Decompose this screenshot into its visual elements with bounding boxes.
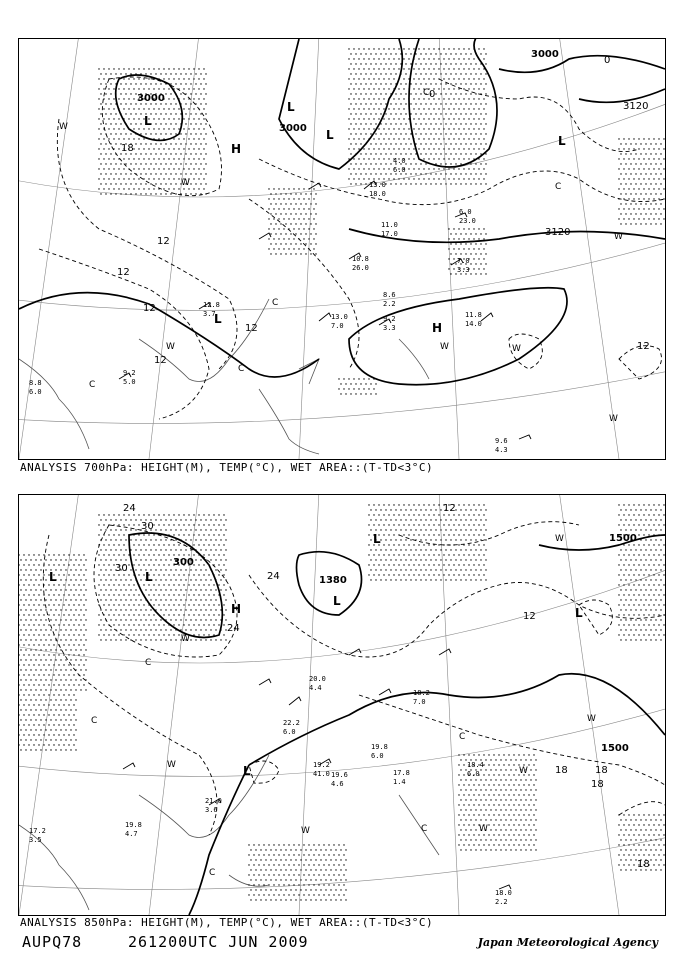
- isotherm-label: 12: [443, 503, 456, 514]
- svg-text:7.0: 7.0: [331, 322, 344, 330]
- contour-label: 1380: [319, 575, 347, 586]
- cold-marker: C: [421, 824, 428, 834]
- graticule: [19, 495, 665, 915]
- svg-text:19.6: 19.6: [331, 771, 348, 779]
- station-plot: [459, 208, 476, 225]
- isotherm-label: 24: [267, 571, 280, 582]
- svg-text:41.0: 41.0: [313, 770, 330, 778]
- contour-labels: [173, 533, 637, 754]
- warm-marker: W: [167, 760, 176, 770]
- contour-label: 3120: [623, 101, 649, 112]
- station-plot: [352, 255, 369, 272]
- svg-text:7.0: 7.0: [413, 698, 426, 706]
- station-plot: [125, 821, 142, 838]
- cold-marker: C: [272, 298, 279, 308]
- low-center: L: [287, 100, 295, 114]
- warm-marker: W: [440, 342, 449, 352]
- warm-marker: W: [181, 634, 190, 644]
- station-plot: [371, 743, 388, 760]
- cold-marker: C: [209, 868, 216, 878]
- station-plot: [29, 379, 42, 396]
- isotherm-label: 18: [121, 143, 134, 154]
- svg-text:3.3: 3.3: [383, 324, 396, 332]
- low-center: L: [49, 570, 57, 584]
- warm-marker: W: [166, 342, 175, 352]
- isotherm-label: 18: [637, 859, 650, 870]
- station-plot: [123, 369, 136, 386]
- isotherm-label: 18: [595, 765, 608, 776]
- warm-marker: W: [609, 414, 618, 424]
- agency-credit: Japan Meteorological Agency: [477, 936, 658, 949]
- low-center: L: [144, 114, 152, 128]
- cold-marker: C: [238, 364, 245, 374]
- contour-label: 1500: [609, 533, 637, 544]
- low-center: L: [558, 134, 566, 148]
- contour-label: 3120: [545, 227, 571, 238]
- svg-text:17.8: 17.8: [393, 769, 410, 777]
- isotherm-label: 30: [115, 563, 128, 574]
- svg-text:9.6: 9.6: [495, 437, 508, 445]
- isotherm-label: 18: [555, 765, 568, 776]
- cold-marker: C: [555, 182, 562, 192]
- station-plot: [413, 689, 430, 706]
- isotherm-labels: [115, 503, 650, 870]
- isotherms: [39, 77, 665, 419]
- contour-labels-plain: [545, 101, 648, 238]
- svg-text:26.0: 26.0: [352, 264, 369, 272]
- warm-marker: W: [301, 826, 310, 836]
- svg-text:6.0: 6.0: [459, 208, 472, 216]
- svg-text:4.0: 4.0: [393, 157, 406, 165]
- svg-text:8.6: 8.6: [383, 291, 396, 299]
- high-center: H: [231, 602, 242, 616]
- svg-text:18.0: 18.0: [495, 889, 512, 897]
- svg-text:19.8: 19.8: [125, 821, 142, 829]
- warm-cold-markers: [59, 88, 623, 424]
- low-center: L: [373, 532, 381, 546]
- station-plot: [331, 771, 348, 788]
- svg-text:23.0: 23.0: [459, 217, 476, 225]
- pressure-centers: [49, 532, 583, 778]
- isotherm-label: 12: [143, 303, 156, 314]
- svg-text:10.8: 10.8: [352, 255, 369, 263]
- svg-text:4.4: 4.4: [309, 684, 322, 692]
- svg-text:21.0: 21.0: [205, 797, 222, 805]
- caption-700hpa: ANALYSIS 700hPa: HEIGHT(M), TEMP(°C), WET AREA::(T-TD<3°C): [20, 461, 434, 474]
- svg-text:11.8: 11.8: [465, 311, 482, 319]
- svg-text:3.6: 3.6: [205, 806, 218, 814]
- svg-text:5.0: 5.0: [123, 378, 136, 386]
- svg-text:6.0: 6.0: [371, 752, 384, 760]
- svg-text:3.3: 3.3: [457, 266, 470, 274]
- low-center: L: [333, 594, 341, 608]
- station-plot: [309, 675, 326, 692]
- cold-marker: C: [459, 732, 466, 742]
- contour-label: 3000: [137, 93, 165, 104]
- warm-marker: W: [519, 766, 528, 776]
- station-observations: [29, 157, 508, 454]
- height-contours: [19, 39, 665, 385]
- isotherm-label: 30: [141, 521, 154, 532]
- svg-text:17.0: 17.0: [381, 230, 398, 238]
- map-panel-850hpa: [18, 494, 666, 916]
- svg-text:4.3: 4.3: [495, 446, 508, 454]
- isotherm-label: 12: [117, 267, 130, 278]
- station-plot: [495, 889, 512, 906]
- low-center: L: [326, 128, 334, 142]
- svg-text:6.0: 6.0: [29, 388, 42, 396]
- station-plot: [465, 311, 482, 328]
- svg-text:6.0: 6.0: [393, 166, 406, 174]
- product-id: AUPQ78: [22, 933, 83, 951]
- coastline: [19, 755, 439, 910]
- svg-text:19.8: 19.8: [371, 743, 388, 751]
- isotherm-label: 0: [429, 89, 436, 100]
- cold-marker: C: [145, 658, 152, 668]
- station-plot: [381, 221, 398, 238]
- warm-marker: W: [181, 178, 190, 188]
- high-center: H: [231, 142, 242, 156]
- low-center: L: [145, 570, 153, 584]
- isotherm-label: 24: [227, 623, 240, 634]
- contour-label: 300: [173, 557, 194, 568]
- svg-text:6.0: 6.0: [283, 728, 296, 736]
- isotherms: [43, 522, 665, 835]
- valid-time: 261200UTC JUN 2009: [128, 933, 309, 951]
- map-panel-700hpa: [18, 38, 666, 460]
- height-contours: [129, 533, 665, 915]
- station-plot: [383, 315, 396, 332]
- isotherm-label: 24: [123, 503, 136, 514]
- station-plot: [383, 291, 396, 308]
- svg-text:19.2: 19.2: [313, 761, 330, 769]
- coastline: [19, 299, 429, 454]
- warm-marker: W: [614, 232, 623, 242]
- low-center: L: [214, 312, 222, 326]
- station-observations: [29, 675, 512, 906]
- pressure-centers: [144, 100, 566, 335]
- cold-marker: C: [89, 380, 96, 390]
- svg-text:20.0: 20.0: [309, 675, 326, 683]
- chart-850hpa: [19, 495, 665, 915]
- svg-text:9.2: 9.2: [123, 369, 136, 377]
- svg-text:3.7: 3.7: [203, 310, 216, 318]
- high-center: H: [432, 321, 443, 335]
- station-plot: [393, 769, 410, 786]
- svg-text:18.2: 18.2: [413, 689, 430, 697]
- station-plot: [331, 313, 348, 330]
- isotherm-label: 18: [591, 779, 604, 790]
- svg-text:9.2: 9.2: [383, 315, 396, 323]
- svg-text:17.2: 17.2: [29, 827, 46, 835]
- warm-marker: W: [512, 344, 521, 354]
- isotherm-label: 12: [523, 611, 536, 622]
- cold-marker: C: [423, 88, 430, 98]
- low-center: L: [575, 606, 583, 620]
- contour-label: 3000: [279, 123, 307, 134]
- svg-text:2.2: 2.2: [495, 898, 508, 906]
- warm-marker: W: [587, 714, 596, 724]
- svg-text:12.8: 12.8: [203, 301, 220, 309]
- contour-label: 1500: [601, 743, 629, 754]
- station-plot: [495, 437, 508, 454]
- station-plot: [457, 257, 470, 274]
- svg-text:13.0: 13.0: [369, 181, 386, 189]
- isotherm-label: 12: [154, 355, 167, 366]
- svg-text:14.0: 14.0: [465, 320, 482, 328]
- warm-marker: W: [479, 824, 488, 834]
- svg-text:18.0: 18.0: [369, 190, 386, 198]
- cold-marker: C: [91, 716, 98, 726]
- contour-label: 3000: [531, 49, 559, 60]
- warm-marker: W: [59, 122, 68, 132]
- svg-text:2.2: 2.2: [383, 300, 396, 308]
- svg-text:1.4: 1.4: [393, 778, 406, 786]
- station-plot: [29, 827, 46, 844]
- svg-text:11.0: 11.0: [381, 221, 398, 229]
- svg-text:18.4: 18.4: [467, 761, 484, 769]
- station-plot: [393, 157, 406, 174]
- isotherm-label: 0: [604, 55, 611, 66]
- svg-text:7.0: 7.0: [457, 257, 470, 265]
- caption-850hpa: ANALYSIS 850hPa: HEIGHT(M), TEMP(°C), WET AREA::(T-TD<3°C): [20, 916, 434, 929]
- svg-text:4.6: 4.6: [331, 780, 344, 788]
- svg-text:4.7: 4.7: [125, 830, 138, 838]
- svg-text:6.0: 6.0: [467, 770, 480, 778]
- isotherm-label: 12: [157, 236, 170, 247]
- isotherm-label: 12: [637, 341, 650, 352]
- svg-text:3.5: 3.5: [29, 836, 42, 844]
- svg-text:8.8: 8.8: [29, 379, 42, 387]
- warm-marker: W: [555, 534, 564, 544]
- station-plot: [283, 719, 300, 736]
- svg-text:22.2: 22.2: [283, 719, 300, 727]
- svg-text:13.0: 13.0: [331, 313, 348, 321]
- low-center: L: [243, 764, 251, 778]
- isotherm-label: 12: [245, 323, 258, 334]
- chart-700hpa: [19, 39, 665, 459]
